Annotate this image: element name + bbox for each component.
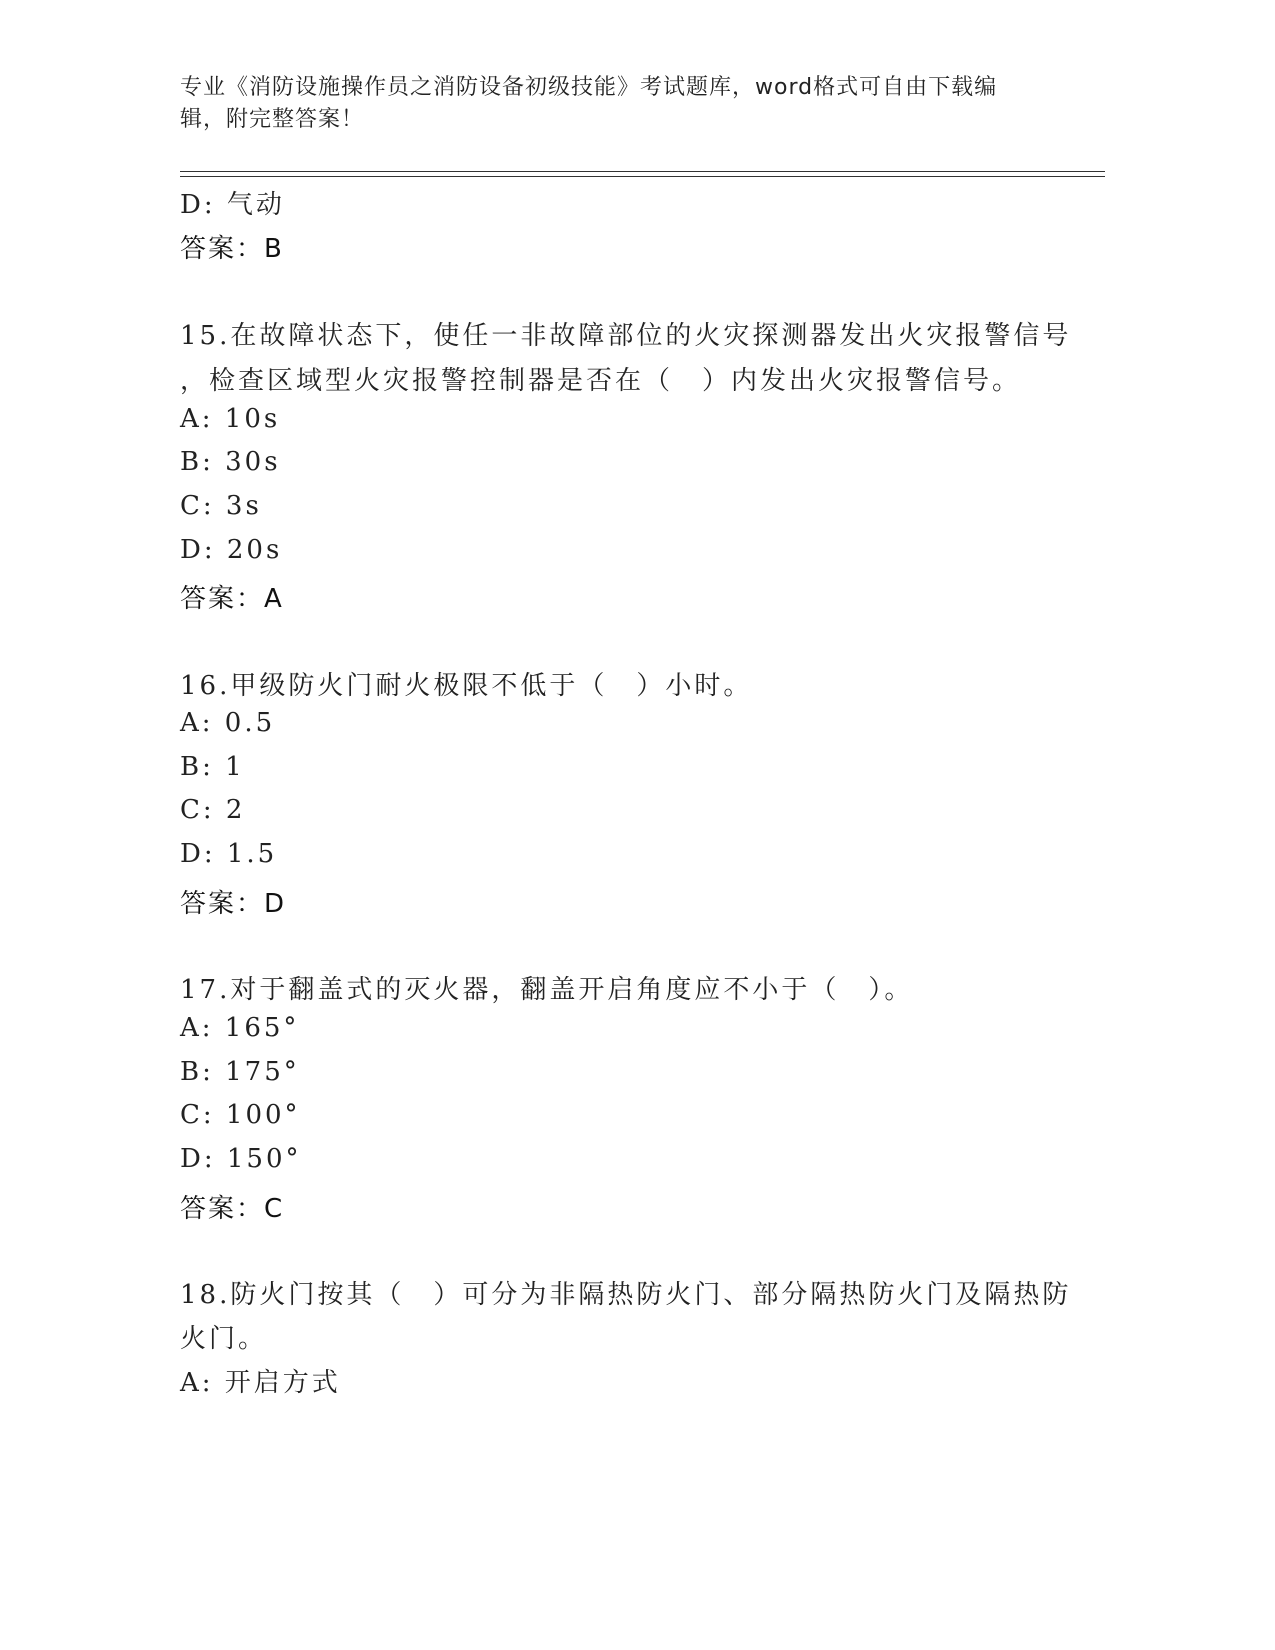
- q16-option-a: A: 0.5: [180, 708, 276, 738]
- q15-stem-line1: 15.在故障状态下，使任一非故障部位的火灾探测器发出火灾报警信号: [180, 321, 1072, 351]
- q16-option-d: D: 1.5: [180, 839, 278, 869]
- q16-answer: 答案：D: [180, 889, 287, 919]
- q17-answer: 答案：C: [180, 1194, 285, 1224]
- q15-option-b: B: 30s: [180, 447, 281, 477]
- q17-stem: 17.对于翻盖式的灭火器，翻盖开启角度应不小于（ ）。: [180, 975, 914, 1005]
- header-divider-top: [180, 171, 1105, 172]
- q15-stem-line2: ，检查区域型火灾报警控制器是否在（ ）内发出火灾报警信号。: [180, 366, 1022, 396]
- q16-option-b: B: 1: [180, 752, 245, 782]
- q18-stem-line2: 火门。: [180, 1324, 268, 1354]
- document-header: 专业《消防设施操作员之消防设备初级技能》考试题库，word格式可自由下载编辑，附完整答案！: [180, 75, 998, 132]
- q15-answer: 答案：A: [180, 584, 284, 614]
- header-divider-bottom: [180, 176, 1105, 177]
- q17-option-c: C: 100°: [180, 1100, 301, 1130]
- q15-option-c: C: 3s: [180, 491, 262, 521]
- q17-option-b: B: 175°: [180, 1057, 300, 1087]
- q15-option-d: D: 20s: [180, 535, 283, 565]
- q15-option-a: A: 10s: [180, 404, 281, 434]
- prev-answer: 答案：B: [180, 234, 284, 264]
- q16-stem: 16.甲级防火门耐火极限不低于（ ）小时。: [180, 671, 753, 701]
- q18-option-a: A: 开启方式: [180, 1368, 341, 1398]
- q16-option-c: C: 2: [180, 795, 246, 825]
- q18-stem-line1: 18.防火门按其（ ）可分为非隔热防火门、部分隔热防火门及隔热防: [180, 1280, 1072, 1310]
- prev-option-d: D: 气动: [180, 190, 285, 220]
- q17-option-d: D: 150°: [180, 1144, 302, 1174]
- q17-option-a: A: 165°: [180, 1013, 300, 1043]
